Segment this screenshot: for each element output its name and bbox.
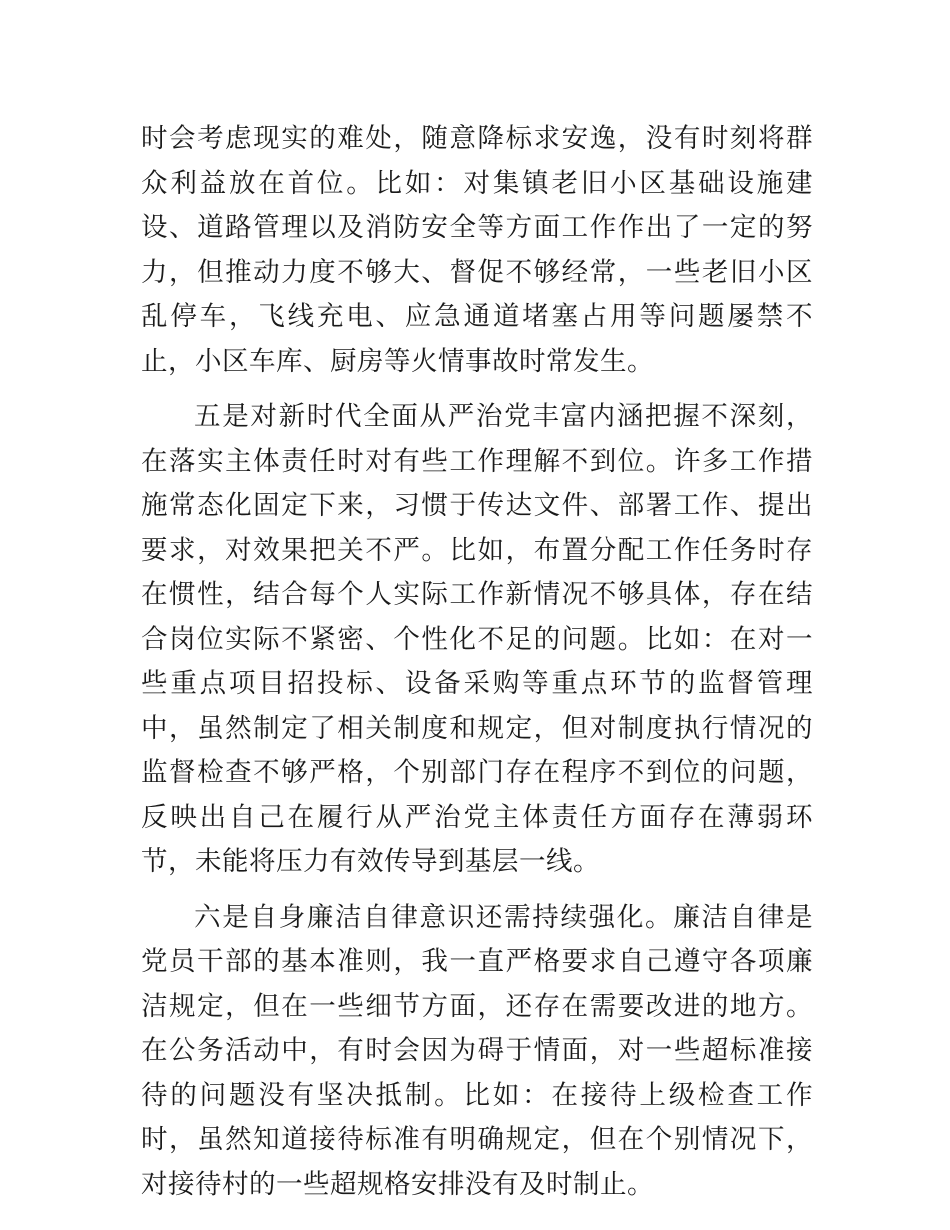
paragraph-point-six: 六是自身廉洁自律意识还需持续强化。廉洁自律是党员干部的基本准则，我一直严格要求自己遵守各项廉洁规定，但在一些细节方面，还存在需要改进的地方。在公务活动中，有时会因为碍于情面，对一些超标准接待的问题没有坚决抵制。比如：在接待上级检查工作时，虽然知道接待标准有明确规定，但在个别情况下，对接待村的一些超规格安排没有及时制止。 bbox=[141, 901, 813, 1200]
paragraph-point-five: 五是对新时代全面从严治党丰富内涵把握不深刻，在落实主体责任时对有些工作理解不到位。许多工作措施常态化固定下来，习惯于传达文件、部署工作、提出要求，对效果把关不严。比如，布置分配工作任务时存在惯性，结合每个人实际工作新情况不够具体，存在结合岗位实际不紧密、个性化不足的问题。比如：在对一些重点项目招投标、设备采购等重点环节的监督管理中，虽然制定了相关制度和规定，但对制度执行情况的监督检查不够严格，个别部门存在程序不到位的问题，反映出自己在履行从严治党主体责任方面存在薄弱环节，未能将压力有效传导到基层一线。 bbox=[141, 401, 813, 877]
document-body bbox=[141, 117, 813, 1218]
paragraph-continuation: 时会考虑现实的难处，随意降标求安逸，没有时刻将群众利益放在首位。比如：对集镇老旧小区基础设施建设、道路管理以及消防安全等方面工作作出了一定的努力，但推动力度不够大、督促不够经常，一些老旧小区乱停车，飞线充电、应急通道堵塞占用等问题屡禁不止，小区车库、厨房等火情事故时常发生。 bbox=[141, 123, 813, 377]
